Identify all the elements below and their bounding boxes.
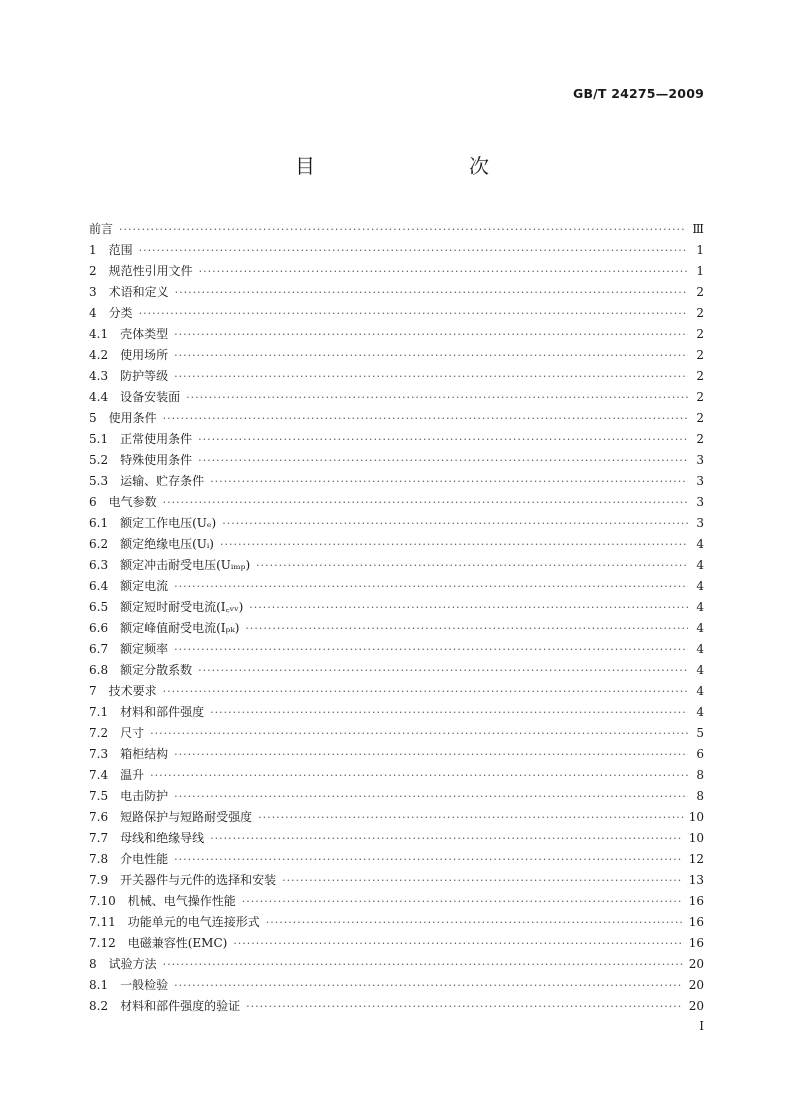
toc-entry[interactable] [89,597,704,618]
toc-entry-page: 12 [688,852,704,866]
dot-leader [163,408,688,429]
dot-leader [163,492,688,513]
toc-entry-page: 20 [688,978,704,992]
toc-entry[interactable] [89,849,704,870]
dot-leader [222,513,688,534]
dot-leader [266,912,683,933]
toc-entry-page: 4 [696,642,704,656]
dot-leader [163,954,683,975]
table-of-contents [89,219,704,1017]
toc-entry-page: 3 [696,474,704,488]
toc-entry[interactable] [89,660,704,681]
toc-entry-page: 3 [696,495,704,509]
dot-leader [258,807,683,828]
dot-leader [249,597,688,618]
toc-entry[interactable] [89,240,704,261]
toc-entry[interactable] [89,282,704,303]
toc-entry[interactable] [89,324,704,345]
toc-entry-number: 5.1 [89,432,109,446]
toc-entry-title: 特殊使用条件 [120,453,193,467]
toc-entry-title: 防护等级 [120,369,169,383]
toc-entry[interactable] [89,702,704,723]
dot-leader [163,681,688,702]
toc-entry-page: 10 [688,831,704,845]
toc-entry-title: 运输、贮存条件 [120,474,205,488]
toc-entry-page: 16 [688,936,704,950]
dot-leader [139,240,688,261]
toc-entry[interactable] [89,786,704,807]
toc-entry-number: 6.2 [89,537,109,551]
toc-entry[interactable] [89,870,704,891]
dot-leader [210,828,683,849]
toc-entry-page: 2 [696,432,704,446]
dot-leader [220,534,688,555]
toc-entry-title: 额定分散系数 [120,663,193,677]
dot-leader [150,723,688,744]
toc-entry[interactable] [89,975,704,996]
toc-entry[interactable] [89,345,704,366]
toc-entry[interactable] [89,450,704,471]
toc-entry-page: 1 [696,264,704,278]
toc-entry-page: 8 [696,789,704,803]
toc-entry-page: 4 [696,537,704,551]
toc-entry-number: 4.4 [89,390,109,404]
dot-leader [245,618,688,639]
toc-entry[interactable] [89,996,704,1017]
toc-entry-title: 箱柜结构 [120,747,169,761]
toc-entry[interactable] [89,639,704,660]
toc-entry[interactable] [89,618,704,639]
toc-entry-page: 2 [696,306,704,320]
toc-entry-page: 3 [696,516,704,530]
toc-entry-title: 电击防护 [120,789,169,803]
dot-leader [256,555,688,576]
toc-entry-page: 20 [688,999,704,1013]
toc-entry-number: 7.10 [89,894,116,908]
toc-entry-page: 2 [696,327,704,341]
toc-entry-number: 7.5 [89,789,109,803]
dot-leader [174,786,688,807]
toc-entry-number: 7.11 [89,915,116,929]
toc-entry-title: 分类 [108,306,133,320]
toc-entry-title: 术语和定义 [108,285,169,299]
toc-entry-title: 开关器件与元件的选择和安装 [120,873,277,887]
toc-entry-page: 4 [696,579,704,593]
toc-entry-page: 2 [696,348,704,362]
toc-entry-number: 6.7 [89,642,109,656]
toc-entry[interactable] [89,807,704,828]
toc-entry-number: 4.1 [89,327,109,341]
toc-entry-page: 6 [696,747,704,761]
toc-entry-number: 7.12 [89,936,116,950]
toc-entry[interactable] [89,513,704,534]
toc-entry-page: 20 [688,957,704,971]
toc-entry-page: 2 [696,411,704,425]
toc-entry-page: 4 [696,600,704,614]
toc-entry-number: 6 [89,495,97,509]
toc-entry-page: Ⅲ [692,222,704,236]
toc-entry-title: 短路保护与短路耐受强度 [120,810,253,824]
toc-entry-page: 2 [696,390,704,404]
toc-entry-number: 1 [89,243,97,257]
toc-entry[interactable] [89,534,704,555]
page-title: 目 次 [295,154,527,178]
toc-entry-page: 10 [688,810,704,824]
toc-entry-number: 5.3 [89,474,109,488]
toc-entry[interactable] [89,471,704,492]
toc-entry[interactable] [89,681,704,702]
toc-entry-title: 设备安装面 [120,390,181,404]
toc-entry[interactable] [89,723,704,744]
toc-entry[interactable] [89,555,704,576]
dot-leader [233,933,682,954]
toc-entry-title: 母线和绝缘导线 [120,831,205,845]
toc-entry-page: 2 [696,369,704,383]
toc-entry[interactable] [89,219,704,240]
toc-entry-title: 机械、电气操作性能 [127,894,236,908]
toc-entry-title: 额定电流 [120,579,169,593]
toc-entry-title: 电气参数 [108,495,157,509]
toc-entry-title: 规范性引用文件 [108,264,193,278]
dot-leader [246,996,683,1017]
toc-entry[interactable] [89,576,704,597]
dot-leader [186,387,688,408]
toc-entry-number: 8.1 [89,978,109,992]
toc-entry-number: 6.3 [89,558,109,572]
toc-entry[interactable] [89,366,704,387]
toc-entry-number: 4.2 [89,348,109,362]
dot-leader [175,282,688,303]
toc-entry-number: 2 [89,264,97,278]
toc-entry[interactable] [89,765,704,786]
toc-entry-title: 额定冲击耐受电压(Uᵢₘₚ) [120,558,251,572]
toc-entry-number: 7.3 [89,747,109,761]
toc-entry-number: 5 [89,411,97,425]
toc-entry-title: 额定峰值耐受电流(Iₚₖ) [120,621,240,635]
toc-entry-number: 7.9 [89,873,109,887]
toc-entry-title: 尺寸 [120,726,145,740]
toc-entry-number: 前言 [89,222,114,236]
toc-entry-title: 壳体类型 [120,327,169,341]
toc-entry-page: 4 [696,621,704,635]
toc-entry[interactable] [89,744,704,765]
toc-entry-title: 功能单元的电气连接形式 [127,915,260,929]
toc-entry-number: 6.4 [89,579,109,593]
toc-entry[interactable] [89,828,704,849]
dot-leader [174,345,688,366]
dot-leader [198,660,688,681]
toc-entry[interactable] [89,954,704,975]
toc-entry-number: 3 [89,285,97,299]
toc-entry-page: 16 [688,894,704,908]
toc-entry-number: 6.6 [89,621,109,635]
toc-entry-page: 4 [696,558,704,572]
toc-entry[interactable] [89,429,704,450]
toc-entry-title: 额定绝缘电压(Uᵢ) [120,537,214,551]
toc-entry-page: 16 [688,915,704,929]
toc-entry-page: 4 [696,684,704,698]
toc-entry-title: 技术要求 [108,684,157,698]
dot-leader [242,891,683,912]
dot-leader [174,975,683,996]
toc-entry-title: 介电性能 [120,852,169,866]
dot-leader [174,366,688,387]
toc-entry-title: 使用场所 [120,348,169,362]
dot-leader [174,744,688,765]
toc-entry-page: 5 [696,726,704,740]
dot-leader [119,219,686,240]
toc-entry[interactable] [89,933,704,954]
toc-entry-page: 4 [696,705,704,719]
toc-entry-page: 1 [696,243,704,257]
toc-entry-number: 6.1 [89,516,109,530]
dot-leader [174,849,683,870]
toc-entry[interactable] [89,303,704,324]
toc-entry-page: 3 [696,453,704,467]
toc-entry-page: 2 [696,285,704,299]
toc-entry-page: 13 [688,873,704,887]
toc-entry[interactable] [89,492,704,513]
dot-leader [139,303,688,324]
toc-entry[interactable] [89,912,704,933]
toc-entry-title: 温升 [120,768,145,782]
dot-leader [174,324,688,345]
toc-entry-title: 额定短时耐受电流(I꜀ᵥᵥ) [120,600,244,614]
toc-entry-title: 正常使用条件 [120,432,193,446]
toc-entry-number: 7.4 [89,768,109,782]
standard-number: GB/T 24275—2009 [572,86,704,101]
toc-entry-title: 试验方法 [108,957,157,971]
toc-entry-number: 7.6 [89,810,109,824]
dot-leader [282,870,683,891]
toc-entry-number: 4.3 [89,369,109,383]
dot-leader [198,429,688,450]
toc-entry-number: 6.5 [89,600,109,614]
toc-entry-title: 额定工作电压(Uₑ) [120,516,217,530]
toc-entry-number: 8 [89,957,97,971]
dot-leader [198,450,688,471]
dot-leader [150,765,688,786]
toc-entry-number: 7.7 [89,831,109,845]
toc-entry-title: 材料和部件强度 [120,705,205,719]
toc-entry-number: 8.2 [89,999,109,1013]
toc-entry-number: 7.8 [89,852,109,866]
dot-leader [210,471,688,492]
toc-entry-number: 7 [89,684,97,698]
toc-entry-number: 5.2 [89,453,109,467]
toc-entry-title: 使用条件 [108,411,157,425]
toc-entry-title: 电磁兼容性(EMC) [127,936,228,950]
toc-entry-title: 一般检验 [120,978,169,992]
dot-leader [174,576,688,597]
toc-entry-number: 6.8 [89,663,109,677]
toc-entry-page: 4 [696,663,704,677]
toc-entry-number: 4 [89,306,97,320]
toc-entry[interactable] [89,408,704,429]
toc-entry-number: 7.1 [89,705,109,719]
toc-entry[interactable] [89,891,704,912]
toc-entry[interactable] [89,387,704,408]
toc-entry-title: 范围 [108,243,133,257]
dot-leader [174,639,688,660]
toc-entry-title: 材料和部件强度的验证 [120,999,241,1013]
toc-entry-title: 额定频率 [120,642,169,656]
page-number: I [699,1019,704,1033]
toc-entry-number: 7.2 [89,726,109,740]
dot-leader [199,261,688,282]
dot-leader [210,702,688,723]
toc-entry-page: 8 [696,768,704,782]
toc-entry[interactable] [89,261,704,282]
